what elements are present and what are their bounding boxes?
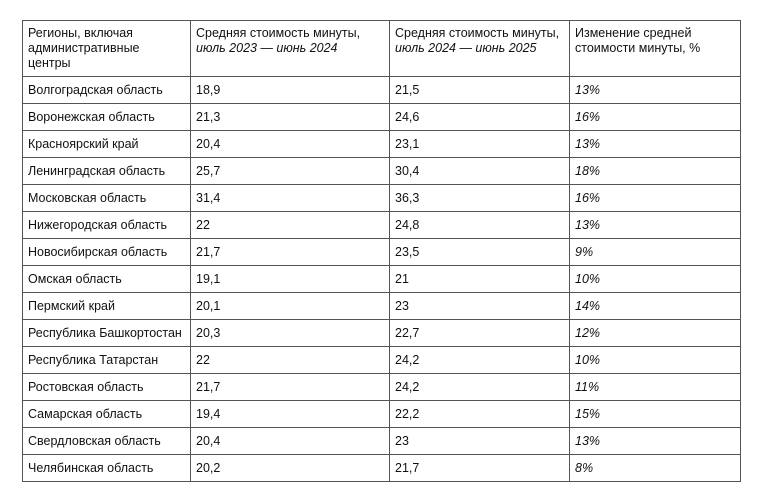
cell-change: 10% [570, 347, 741, 374]
table-row [23, 320, 741, 347]
header-period2-range: июль 2024 — июнь 2025 [395, 41, 537, 55]
cell-region: Волгоградская область [23, 77, 191, 104]
table-row [23, 266, 741, 293]
table-row [23, 131, 741, 158]
cell-change: 13% [570, 428, 741, 455]
table-row [23, 293, 741, 320]
cell-period2: 24,2 [390, 374, 570, 401]
cell-period1: 20,4 [191, 131, 390, 158]
table-header [23, 21, 741, 77]
cell-change: 13% [570, 77, 741, 104]
cell-region: Ленинградская область [23, 158, 191, 185]
cell-change: 9% [570, 239, 741, 266]
cell-change: 13% [570, 131, 741, 158]
cell-period2: 23 [390, 428, 570, 455]
header-period1 [191, 21, 390, 77]
cell-period1: 20,2 [191, 455, 390, 482]
cell-period1: 31,4 [191, 185, 390, 212]
cell-period2: 36,3 [390, 185, 570, 212]
header-period2-title: Средняя стоимость минуты, [395, 26, 560, 40]
cell-region: Омская область [23, 266, 191, 293]
cell-region: Ростовская область [23, 374, 191, 401]
cell-period2: 30,4 [390, 158, 570, 185]
cell-region: Самарская область [23, 401, 191, 428]
cell-period1: 21,7 [191, 374, 390, 401]
cell-period1: 19,4 [191, 401, 390, 428]
cell-region: Челябинская область [23, 455, 191, 482]
cell-period1: 20,1 [191, 293, 390, 320]
cell-region: Республика Татарстан [23, 347, 191, 374]
cell-period2: 24,6 [390, 104, 570, 131]
cell-region: Нижегородская область [23, 212, 191, 239]
cell-period2: 22,2 [390, 401, 570, 428]
table-row [23, 104, 741, 131]
cell-period2: 21,5 [390, 77, 570, 104]
cell-period1: 22 [191, 347, 390, 374]
cell-region: Красноярский край [23, 131, 191, 158]
table-row [23, 239, 741, 266]
table-body [23, 77, 741, 482]
cell-period1: 19,1 [191, 266, 390, 293]
cell-period2: 21,7 [390, 455, 570, 482]
table-row [23, 185, 741, 212]
cell-change: 11% [570, 374, 741, 401]
table-row [23, 158, 741, 185]
cell-change: 15% [570, 401, 741, 428]
cell-region: Московская область [23, 185, 191, 212]
cell-region: Республика Башкортостан [23, 320, 191, 347]
table-row [23, 455, 741, 482]
table-row [23, 347, 741, 374]
cell-change: 8% [570, 455, 741, 482]
table-row [23, 374, 741, 401]
cell-region: Воронежская область [23, 104, 191, 131]
cell-period1: 22 [191, 212, 390, 239]
cell-period2: 23 [390, 293, 570, 320]
cell-region: Пермский край [23, 293, 191, 320]
cell-change: 18% [570, 158, 741, 185]
cell-change: 13% [570, 212, 741, 239]
cell-period1: 20,4 [191, 428, 390, 455]
cell-period2: 24,2 [390, 347, 570, 374]
table-container [22, 20, 741, 482]
cell-period2: 24,8 [390, 212, 570, 239]
table-row [23, 212, 741, 239]
cell-region: Новосибирская область [23, 239, 191, 266]
cell-period2: 23,1 [390, 131, 570, 158]
header-change [570, 21, 741, 77]
cost-table [22, 20, 741, 482]
cell-change: 16% [570, 185, 741, 212]
header-change-label: Изменение средней стоимости минуты, % [575, 26, 701, 55]
table-row [23, 77, 741, 104]
cell-period1: 25,7 [191, 158, 390, 185]
cell-change: 14% [570, 293, 741, 320]
header-region [23, 21, 191, 77]
cell-period2: 22,7 [390, 320, 570, 347]
cell-period1: 18,9 [191, 77, 390, 104]
header-period1-title: Средняя стоимость минуты, [196, 26, 361, 40]
header-region-label: Регионы, включая административные центры [28, 26, 140, 70]
table-row [23, 401, 741, 428]
cell-change: 12% [570, 320, 741, 347]
cell-change: 10% [570, 266, 741, 293]
cell-period1: 20,3 [191, 320, 390, 347]
header-period2 [390, 21, 570, 77]
header-period1-range: июль 2023 — июнь 2024 [196, 41, 338, 55]
cell-change: 16% [570, 104, 741, 131]
cell-region: Свердловская область [23, 428, 191, 455]
header-row [23, 21, 741, 77]
cell-period1: 21,7 [191, 239, 390, 266]
table-row [23, 428, 741, 455]
cell-period2: 21 [390, 266, 570, 293]
cell-period1: 21,3 [191, 104, 390, 131]
cell-period2: 23,5 [390, 239, 570, 266]
